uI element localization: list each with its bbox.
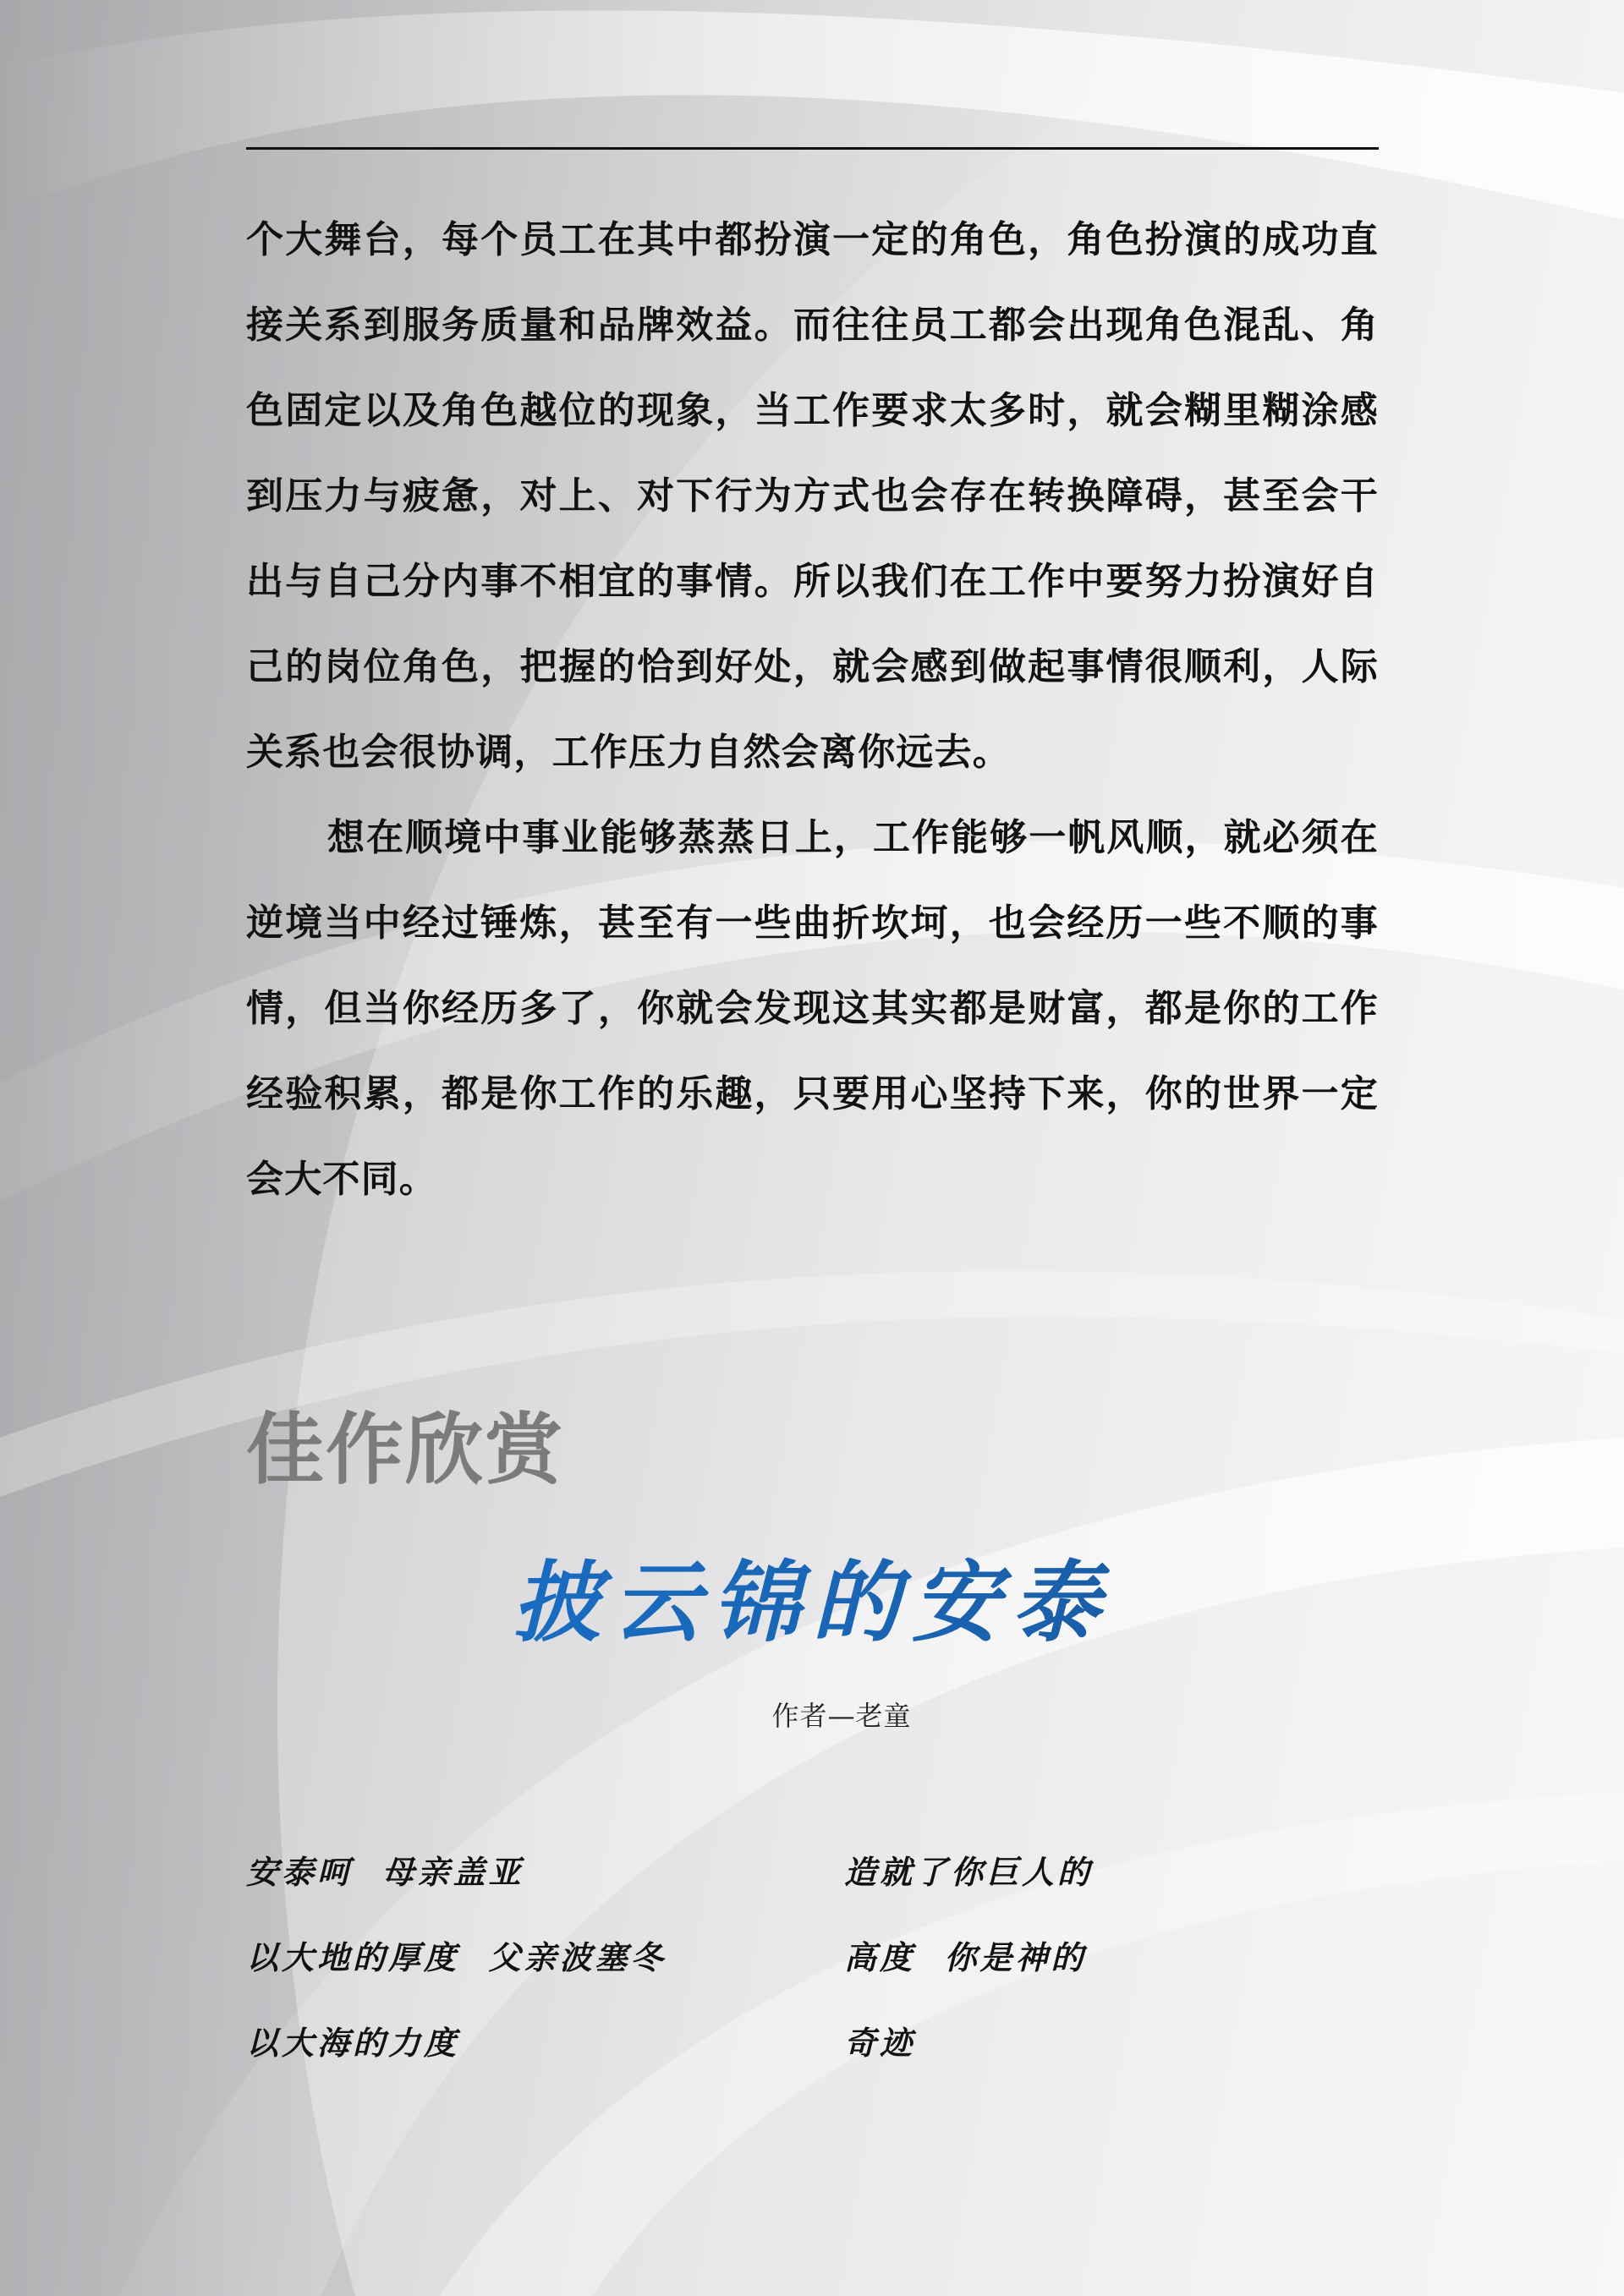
poem-line: 造就了你巨人的: [844, 1853, 1094, 1891]
header-rule: [246, 147, 1379, 150]
paragraph: 个大舞台，每个员工在其中都扮演一定的角色，角色扮演的成功直接关系到服务质量和品牌效益。而往往员工都会出现角色混乱、角色固定以及角色越位的现象，当工作要求太多时，就会糊里糊涂感到压力与疲惫，对上、对下行为方式也会存在转换障碍，甚至会干出与自己分内事不相宜的事情。所以我们在工作中要努力扮演好自己的岗位角色，把握的恰到好处，就会感到做起事情很顺利，人际关系也会很协调，工作压力自然会离你远去。: [246, 218, 1379, 774]
poem-line: 安泰呵 母亲盖亚: [246, 1853, 524, 1891]
section-title: 佳作欣赏: [246, 1405, 565, 1495]
paragraph: 想在顺境中事业能够蒸蒸日上，工作能够一帆风顺，就必须在逆境当中经过锤炼，甚至有一些曲折坎坷，也会经历一些不顺的事情，但当你经历多了，你就会发现这其实都是财富，都是你的工作经验积累，都是你工作的乐趣，只要用心坚持下来，你的世界一定会大不同。: [246, 816, 1379, 1201]
poem-author: 作者—老童: [771, 1700, 912, 1732]
poem-line: 以大海的力度: [246, 2024, 460, 2062]
poem-line: 高度 你是神的: [844, 1938, 1087, 1976]
poem-column-right: [844, 1829, 1093, 2085]
article-body: [246, 197, 1379, 1222]
poem-title: 披云锦的安泰: [0, 1539, 1624, 1666]
poem-line: 奇迹: [844, 2024, 916, 2062]
poem-line: 以大地的厚度 父亲波塞冬: [246, 1938, 667, 1976]
poem-column-left: [246, 1829, 666, 2085]
